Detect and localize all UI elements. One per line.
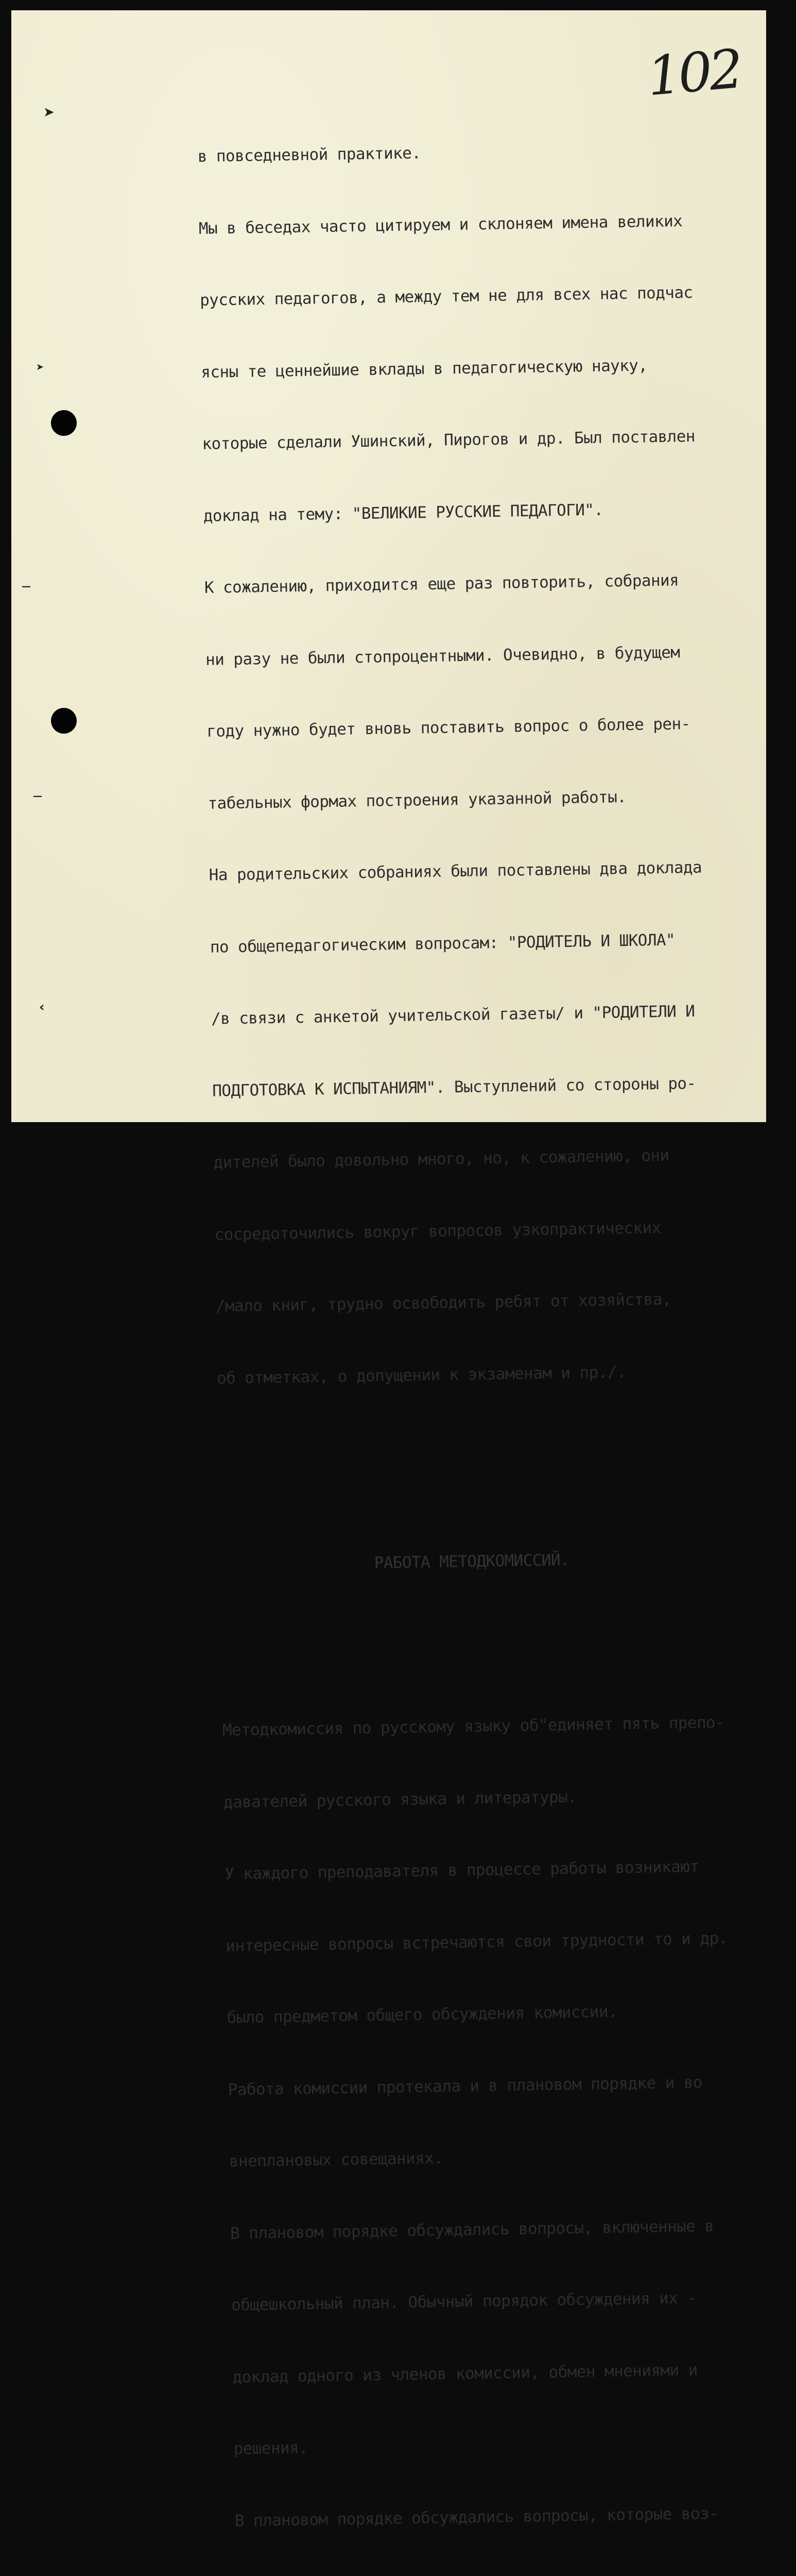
text-line: русских педагогов, а между тем не для всех нас подчас	[199, 283, 693, 310]
punch-hole	[51, 708, 77, 734]
text-line: году нужно будет вновь поставить вопрос о более рен-	[206, 715, 690, 741]
text-line: доклад на тему: "ВЕЛИКИЕ РУССКИЕ ПЕДАГОГИ".	[203, 500, 603, 526]
text-line	[236, 2572, 792, 2576]
spacer	[221, 1617, 777, 1647]
text-line: об отметках, о допущении к экзаменам и пр./.	[216, 1362, 627, 1388]
text-line: В плановом порядке обсуждались вопросы, которые воз-	[234, 2504, 719, 2530]
text-line: внеплановых совещаниях.	[229, 2148, 443, 2171]
text-line: К сожалению, приходится еще раз повторить, собрания	[204, 571, 679, 597]
text-line: У каждого преподавателя в процессе работы возникают	[224, 1857, 699, 1884]
text-line: В плановом порядке обсуждались вопросы, включенные в	[230, 2216, 714, 2243]
text-line: по общепедагогическим вопросам: "РОДИТЕЛЬ И ШКОЛА"	[210, 930, 676, 957]
text-line: Работа комиссии протекала и в плановом порядке и во	[228, 2073, 703, 2099]
text-line: ПОДГОТОВКА К ИСПЫТАНИЯМ". Выступлений со стороны ро-	[212, 1074, 696, 1100]
handwritten-page-number: 102	[645, 37, 743, 108]
section-heading: РАБОТА МЕТОДКОМИССИЙ.	[374, 1550, 570, 1572]
text-line: ни разу не были стопроцентными. Очевидно, в будущем	[205, 642, 680, 669]
text-line: /мало книг, трудно освободить ребят от хозяйства,	[215, 1290, 672, 1316]
text-line: интересные вопросы встречаются свои трудности то и др.	[226, 1928, 728, 1956]
margin-mark-icon: ➤	[43, 105, 55, 120]
margin-mark-icon: ‹	[39, 999, 45, 1015]
document-page	[11, 10, 766, 2530]
text-line: ясны те ценнейшие вклады в педагогическую науку,	[201, 355, 648, 382]
text-line: /в связи с анкетой учительской газеты/ и "РОДИТЕЛИ И	[211, 1002, 695, 1028]
text-line: Мы в беседах часто цитируем и склоняем имена великих	[198, 211, 683, 238]
text-line: Методкомиссия по русскому языку об"единяет пять препо-	[222, 1713, 725, 1740]
text-line: доклад одного из членов комиссии, обмен мнениями и	[232, 2360, 698, 2386]
text-line: общешкольный план. Обычный порядок обсуждения их -	[231, 2289, 697, 2315]
text-line: которые сделали Ушинский, Пирогов и др. Был поставлен	[202, 427, 696, 453]
text-line: давателей русского языка и литературы.	[223, 1787, 577, 1812]
text-line: сосредоточились вокруг вопросов узкопрактических	[214, 1218, 661, 1244]
text-line: было предметом общего обсуждения комиссии.	[227, 2002, 618, 2027]
margin-mark-icon: —	[33, 791, 42, 802]
typewritten-text	[197, 88, 796, 2576]
text-line: табельных формах построения указанной работы.	[207, 787, 627, 813]
punch-hole	[51, 410, 77, 436]
margin-mark-icon: —	[22, 581, 31, 592]
text-line: решения.	[233, 2438, 308, 2459]
text-line: дителей было довольно много, но, к сожалению, они	[213, 1146, 669, 1172]
text-line: На родительских собраниях были поставлены два доклада	[209, 858, 702, 885]
spacer	[218, 1453, 775, 1494]
text-line: в повседневной практике.	[197, 144, 421, 166]
margin-mark-icon: ➤	[36, 362, 44, 372]
